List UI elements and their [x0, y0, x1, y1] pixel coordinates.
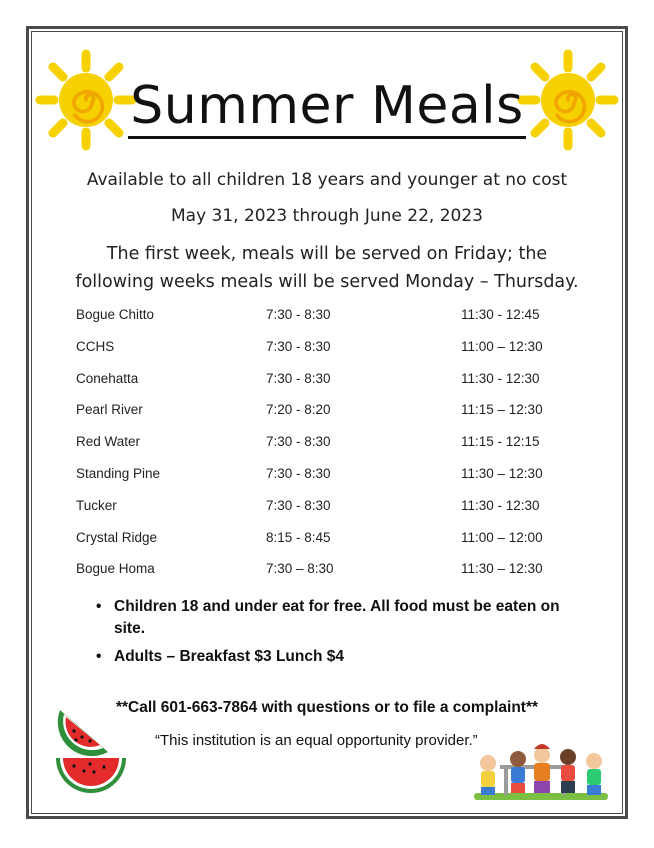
schedule-table — [76, 307, 596, 593]
availability-line: Available to all children 18 years and younger at no cost — [86, 170, 568, 190]
site-name: Crystal Ridge — [76, 529, 158, 545]
breakfast-time: 7:30 - 8:30 — [266, 307, 331, 322]
site-name: Pearl River — [76, 402, 143, 418]
table-row — [76, 402, 596, 434]
table-row — [76, 530, 596, 562]
lunch-time: 11:15 - 12:15 — [461, 434, 540, 450]
service-line-2: following weeks meals will be served Monday – Thursday. — [75, 272, 579, 292]
title-text: Summer Meals — [128, 76, 525, 139]
table-row — [76, 498, 596, 530]
lunch-time: 11:30 - 12:30 — [461, 497, 540, 513]
lunch-time: 11:30 - 12:30 — [461, 370, 540, 386]
table-row — [76, 434, 596, 466]
equal-opportunity-statement: “This institution is an equal opportunity provider.” — [155, 732, 478, 749]
site-name: Tucker — [76, 497, 117, 513]
lunch-time: 11:00 – 12:00 — [461, 529, 543, 545]
site-name: Conehatta — [76, 370, 139, 386]
notes-list — [94, 596, 564, 674]
breakfast-time: 7:30 – 8:30 — [266, 561, 334, 577]
site-name: Red Water — [76, 434, 141, 450]
lunch-time: 11:30 - 12:45 — [461, 307, 540, 322]
lunch-time: 11:15 – 12:30 — [461, 402, 543, 418]
page-title — [0, 76, 654, 136]
breakfast-time: 7:20 - 8:20 — [266, 402, 331, 418]
table-row — [76, 466, 596, 498]
watermelon-icon-bottom — [54, 756, 128, 800]
breakfast-time: 8:15 - 8:45 — [266, 529, 331, 545]
dates-line: May 31, 2023 through June 22, 2023 — [171, 206, 483, 226]
service-line-1: The first week, meals will be served on Friday; the — [106, 244, 548, 264]
table-row — [76, 339, 596, 371]
site-name: CCHS — [76, 338, 115, 354]
table-row — [76, 307, 596, 339]
lunch-time: 11:30 – 12:30 — [461, 561, 543, 577]
list-item: • Adults – Breakfast $3 Lunch $4 — [94, 646, 564, 668]
breakfast-time: 7:30 - 8:30 — [266, 370, 331, 386]
watermelon-icon-top — [52, 706, 112, 758]
site-name: Standing Pine — [76, 465, 161, 481]
children-illustration — [470, 735, 615, 810]
breakfast-time: 7:30 - 8:30 — [266, 465, 331, 481]
table-row — [76, 371, 596, 403]
lunch-time: 11:00 – 12:30 — [461, 338, 543, 354]
contact-line: **Call 601-663-7864 with questions or to file a complaint** — [115, 699, 539, 716]
list-item: • Children 18 and under eat for free. All food must be eaten on site. — [94, 596, 564, 640]
site-name: Bogue Chitto — [76, 307, 155, 322]
table-row — [76, 561, 596, 593]
site-name: Bogue Homa — [76, 561, 155, 577]
lunch-time: 11:30 – 12:30 — [461, 465, 543, 481]
breakfast-time: 7:30 - 8:30 — [266, 497, 331, 513]
breakfast-time: 7:30 - 8:30 — [266, 434, 331, 450]
breakfast-time: 7:30 - 8:30 — [266, 338, 331, 354]
